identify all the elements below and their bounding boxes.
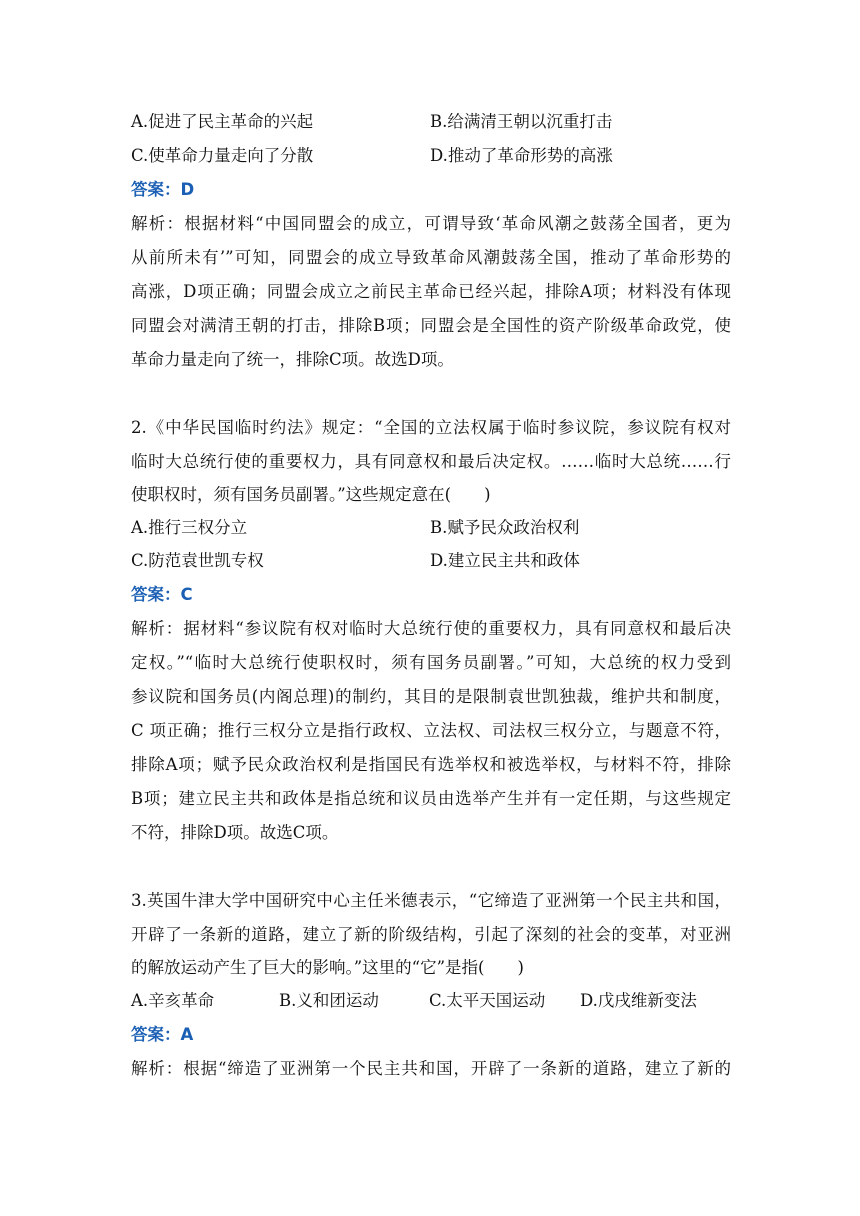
q2-stem-line: 2.《中华民国临时约法》规定：“全国的立法权属于临时参议院，参议院有权对 [131,418,731,437]
q3-option-a: A.辛亥革命 [131,991,215,1010]
q1-analysis-line: 从前所未有’”可知，同盟会的成立导致革命风潮鼓荡全国，推动了革命形势的 [131,248,731,267]
q1-analysis-line: 解析：根据材料“中国同盟会的成立，可谓导致‘革命风潮之鼓荡全国者，更为 [131,214,731,233]
q1-answer: 答案：D [131,180,195,199]
q1-analysis-line: 高涨，D项正确；同盟会成立之前民主革命已经兴起，排除A项；材料没有体现 [131,282,731,301]
q3-option-c: C.太平天国运动 [429,991,546,1010]
q1-option-b: B.给满清王朝以沉重打击 [430,112,613,131]
q1-analysis-line: 同盟会对满清王朝的打击，排除B项；同盟会是全国性的资产阶级革命政党，使 [131,316,731,335]
q2-analysis-line: 解析：据材料“参议院有权对临时大总统行使的重要权力，具有同意权和最后决 [131,619,731,638]
q3-option-b: B.义和团运动 [279,991,379,1010]
q1-option-c: C.使革命力量走向了分散 [131,146,314,165]
q3-stem-line: 的解放运动产生了巨大的影响。”这里的“它”是指( ) [131,958,524,977]
q2-analysis-line: 排除A项；赋予民众政治权利是指国民有选举权和被选举权，与材料不符，排除 [131,755,731,774]
q3-stem-line: 开辟了一条新的道路，建立了新的阶级结构，引起了深刻的社会的变革，对亚洲 [131,925,731,944]
q1-option-d: D.推动了革命形势的高涨 [430,146,613,165]
q3-answer: 答案：A [131,1025,194,1044]
q2-option-c: C.防范袁世凯专权 [131,551,264,570]
q2-analysis-line: 不符，排除D项。故选C项。 [131,823,339,842]
q2-stem-line: 临时大总统行使的重要权力，具有同意权和最后决定权。……临时大总统……行 [131,452,731,471]
q1-option-a: A.促进了民主革命的兴起 [131,112,314,131]
q2-option-a: A.推行三权分立 [131,518,248,537]
q2-analysis-line: 参议院和国务员(内阁总理)的制约，其目的是限制袁世凯独裁，维护共和制度， [131,687,731,706]
q2-stem-line: 使职权时，须有国务员副署。”这些规定意在( ) [131,485,491,504]
q2-analysis-line: 定权。”“临时大总统行使职权时，须有国务员副署。”可知，大总统的权力受到 [131,653,731,672]
q3-analysis-line: 解析：根据“缔造了亚洲第一个民主共和国，开辟了一条新的道路，建立了新的 [131,1059,731,1078]
q2-analysis-line: C 项正确；推行三权分立是指行政权、立法权、司法权三权分立，与题意不符， [131,721,731,740]
q3-stem-line: 3.英国牛津大学中国研究中心主任米德表示，“它缔造了亚洲第一个民主共和国， [131,891,731,910]
q2-answer: 答案：C [131,585,193,604]
q2-option-b: B.赋予民众政治权利 [430,518,580,537]
q3-option-d: D.戊戌维新变法 [580,991,697,1010]
q1-analysis-line: 革命力量走向了统一，排除C项。故选D项。 [131,350,454,369]
q2-option-d: D.建立民主共和政体 [430,551,580,570]
q2-analysis-line: B项；建立民主共和政体是指总统和议员由选举产生并有一定任期，与这些规定 [131,789,731,808]
